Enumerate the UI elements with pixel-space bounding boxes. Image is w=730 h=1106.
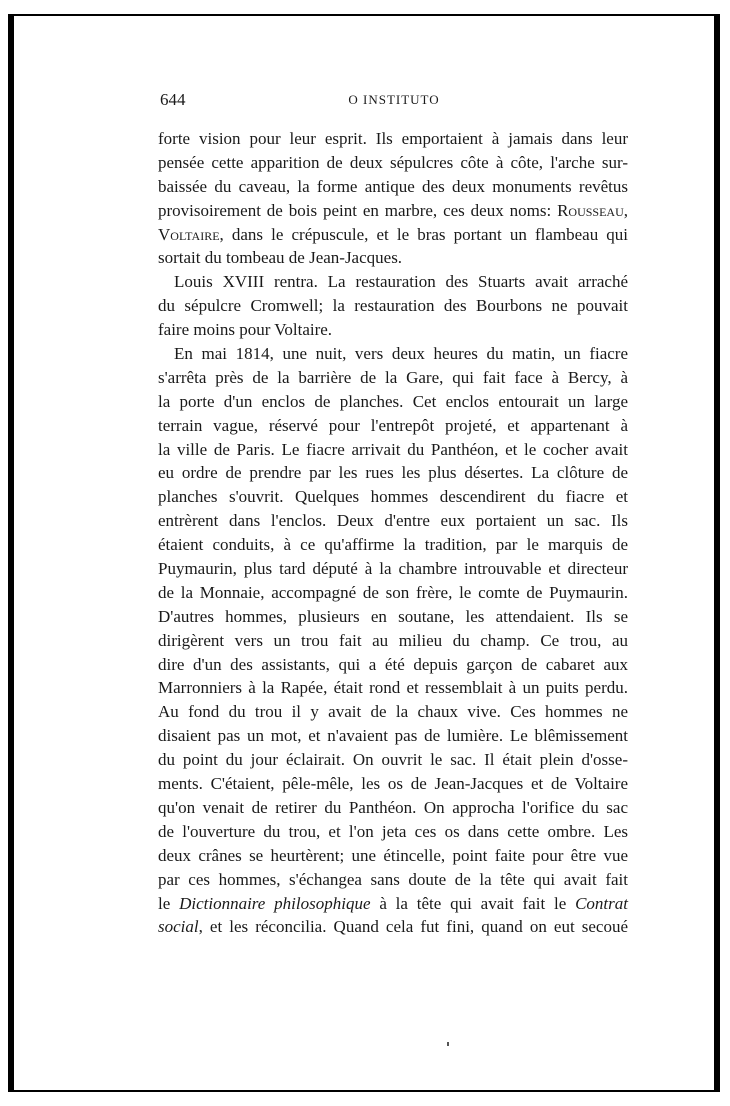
text-line: Puymaurin, plus tard député à la chambre introuvable et directeur [158,559,628,579]
running-head: O INSTITUTO [348,92,440,107]
text-line: forte vision pour leur esprit. Ils emportaient à jamais dans leur [158,129,628,148]
text-line: eu ordre de prendre par les rues les plus désertes. La clôture de [158,463,628,483]
text-line: qu'on venait de retirer du Panthéon. On approcha l'orifice du sac [158,797,628,817]
text-line: la porte d'un enclos de planches. Cet enclos entourait un large [158,391,628,411]
text-line [158,223,628,247]
text-line: pensée cette apparition de deux sépulcres côte à côte, l'arche sur- [158,152,628,172]
text-line: En mai 1814, une nuit, vers deux heures du matin, un fiacre [174,344,628,364]
text-line [158,915,628,939]
text-line [158,892,628,916]
text-line: baissée du caveau, la forme antique des deux monuments revêtus [158,176,628,196]
text-line: sortait du tombeau de Jean-Jacques. [158,248,403,268]
text-segment: dans le crépuscule, et le bras portant un flambeau qui [231,224,629,244]
text-line: D'autres hommes, plusieurs en soutane, les attendaient. Ils se [158,606,628,626]
text-line: ments. C'étaient, pêle-mêle, les os de Jean-Jacques et de Voltaire [158,774,628,794]
text-line: Au fond du trou il y avait de la chaux vive. Ces hommes ne [158,702,628,722]
text-line: faire moins pour Voltaire. [158,320,333,340]
title-contrat: Contrat [575,893,628,913]
text-line: Louis XVIII rentra. La restauration des Stuarts avait arraché [174,272,628,292]
text-line: du point du jour éclairait. On ouvrit le sac. Il était plein d'osse- [158,750,628,770]
author-name-rousseau: Rousseau, [557,200,628,220]
text-line: étaient conduits, à ce qu'affirme la tradition, par le marquis de [158,535,628,555]
text-segment: provisoirement de bois peint en marbre, ces deux noms: [158,200,558,220]
text-segment: , et les réconcilia. Quand cela fut fini, quand on eut secoué [198,917,628,937]
text-line [158,199,628,223]
text-line: de la Monnaie, accompagné de son frère, le comte de Puymaurin. [158,582,628,602]
text-line: par ces hommes, s'échangea sans doute de la tête qui avait fait [158,869,628,889]
text-line: terrain vague, réservé pour l'entrepôt projeté, et appartenant à [158,415,628,435]
text-line: la ville de Paris. Le fiacre arrivait du Panthéon, et le cocher avait [158,439,628,459]
title-dictionnaire: Dictionnaire philosophique [179,893,371,913]
text-line: deux crânes se heurtèrent; une étincelle, point faite pour être vue [158,845,628,865]
text-line: de l'ouverture du trou, et l'on jeta ces os dans cette ombre. Les [158,821,628,841]
text-line: Marronniers à la Rapée, était rond et ressemblait à un puits perdu. [158,678,628,698]
body-text [158,127,628,939]
author-name-voltaire: Voltaire, [158,224,224,244]
page-number: 644 [160,90,186,109]
text-line: disaient pas un mot, et n'avaient pas de lumière. Le blêmissement [158,726,628,746]
page-header [160,90,628,114]
text-segment: le [158,893,180,913]
text-segment: à la tête qui avait fait le [370,893,576,913]
text-line: du sépulcre Cromwell; la restauration des Bourbons ne pouvait [158,296,628,316]
text-line: dire d'un des assistants, qui a été depuis garçon de cabaret aux [158,654,628,674]
text-line: dirigèrent vers un trou fait au milieu du champ. Ce trou, au [158,630,628,650]
text-line: planches s'ouvrit. Quelques hommes descendirent du fiacre et [158,487,628,507]
text-line: entrèrent dans l'enclos. Deux d'entre eux portaient un sac. Ils [158,511,628,531]
text-line: s'arrêta près de la barrière de la Gare, qui fait face à Bercy, à [158,367,628,387]
title-social: social [158,917,199,937]
print-speck [447,1042,449,1046]
